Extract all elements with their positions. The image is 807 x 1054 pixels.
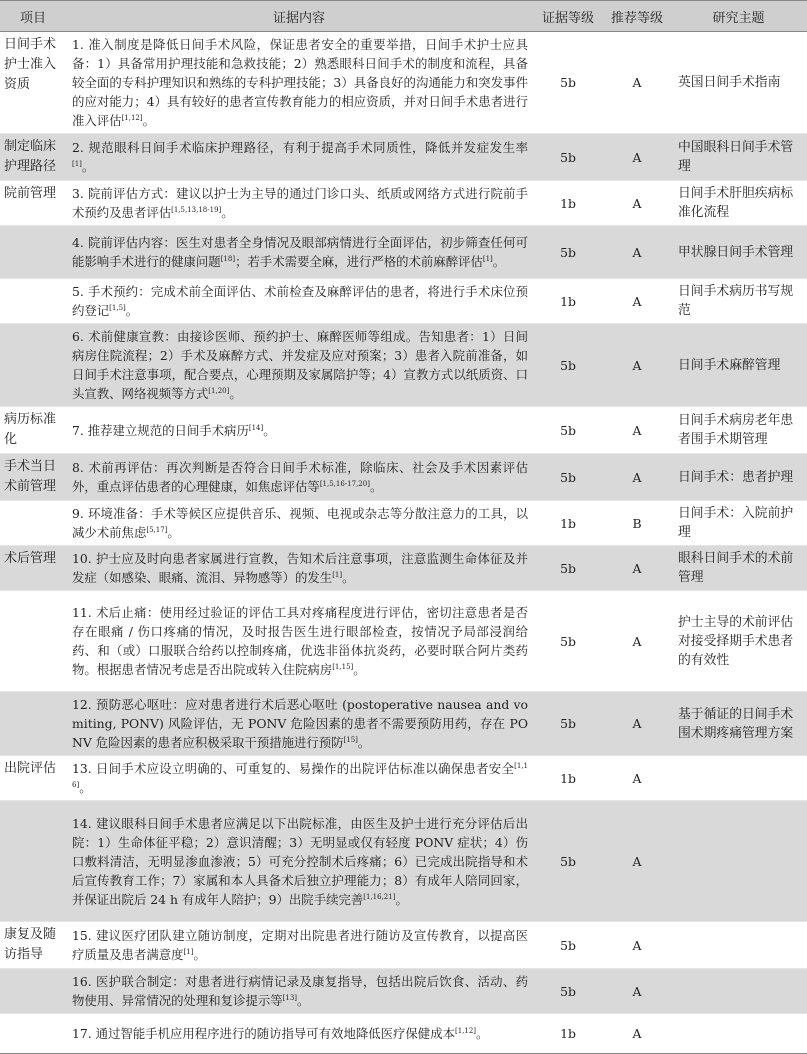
content-text: 7. 推荐建立规范的日间手术病历	[72, 422, 249, 438]
table-header-row	[0, 1, 807, 32]
row-topic: 中国眼科日间手术管理	[670, 134, 807, 181]
content-text: 。	[297, 993, 310, 1008]
row-content	[66, 501, 532, 546]
citation-ref: [15]	[343, 735, 358, 744]
citation-ref: [1]	[183, 947, 194, 956]
row-topic: 日间手术病房老年患者围手术期管理	[670, 407, 807, 454]
table-row	[0, 32, 807, 134]
citation-ref: [1,5,13,18-19]	[171, 205, 222, 214]
citation-ref: [1]	[482, 254, 493, 263]
row-content	[66, 181, 532, 226]
row-evidence-level: 5b	[532, 969, 604, 1014]
content-text: 12. 预防恶心呕吐：应对患者进行术后恶心呕吐 (postoperative nausea and vomiting, PONV) 风险评估，无 PONV 危险因素的患者不需要预防用药，存在 PONV 危险因素的患者应积极采取干预措施进行预防	[72, 697, 528, 750]
row-topic	[670, 922, 807, 969]
row-evidence-level: 1b	[532, 756, 604, 801]
row-recommend-grade: A	[604, 32, 670, 134]
header-evidence-level: 证据等级	[532, 1, 604, 32]
header-topic: 研究主题	[670, 1, 807, 32]
row-evidence-level: 1b	[532, 501, 604, 546]
row-content	[66, 226, 532, 279]
row-evidence-level: 1b	[532, 181, 604, 226]
row-content	[66, 692, 532, 756]
citation-ref: [1,16]	[72, 761, 528, 789]
table-row	[0, 922, 807, 969]
row-content	[66, 324, 532, 407]
row-evidence-level: 5b	[532, 454, 604, 501]
row-topic: 基于循证的日间手术围术期疼痛管理方案	[670, 692, 807, 756]
content-text: 6. 术前健康宣教：由接诊医师、预约护士、麻醉医师等组成。告知患者：1）日间病房住院流程；2）手术及麻醉方式、并发症及应对预案；3）患者入院前准备，如日间手术注意事项，配合要点，心理预期及家属陪护等；4）宣教方式以纸质资、口头宣教、网络视频等方式	[72, 329, 528, 401]
row-content	[66, 32, 532, 134]
row-topic	[670, 969, 807, 1014]
row-category	[0, 692, 66, 756]
row-content	[66, 407, 532, 454]
row-topic: 护士主导的术前评估对接受择期手术患者的有效性	[670, 591, 807, 692]
content-text: 。	[395, 891, 408, 907]
content-text: ；若手术需要全麻，进行严格的术前麻醉评估	[235, 254, 483, 269]
table-row	[0, 692, 807, 756]
row-content	[66, 546, 532, 591]
citation-ref: [1,5,16-17,20]	[319, 479, 370, 488]
row-evidence-level: 5b	[532, 324, 604, 407]
row-topic: 甲状腺日间手术管理	[670, 226, 807, 279]
table-row	[0, 324, 807, 407]
table-row	[0, 969, 807, 1014]
content-text: 16. 医护联合制定：对患者进行病情记录及康复指导，包括出院后饮食、活动、药物使用、异常情况的处理和复诊提示等	[72, 974, 528, 1008]
citation-ref: [1]	[72, 159, 82, 168]
row-recommend-grade: A	[604, 591, 670, 692]
content-text: 。	[492, 254, 506, 269]
row-content	[66, 756, 532, 801]
row-content	[66, 454, 532, 501]
content-text: 8. 术前再评估：再次判断是否符合日间手术标准，除临床、社会及手术因素评估外，重点评估患者的心理健康，如焦虑评估等	[72, 460, 528, 494]
content-text: 3. 院前评估方式：建议以护士为主导的通过门诊口头、纸质或网络方式进行院前手术预约及患者评估	[72, 186, 528, 220]
table-row	[0, 454, 807, 501]
row-content	[66, 279, 532, 324]
row-evidence-level: 5b	[532, 134, 604, 181]
row-category: 康复及随访指导	[0, 922, 66, 969]
content-text: 。	[263, 422, 276, 438]
content-text: 17. 通过智能手机应用程序进行的随访指导可有效地降低医疗保健成本	[72, 1026, 455, 1041]
content-text: 。	[193, 947, 206, 962]
citation-ref: [1]	[332, 570, 343, 579]
row-recommend-grade: B	[604, 501, 670, 546]
content-text: 。	[142, 113, 156, 128]
row-category	[0, 279, 66, 324]
row-recommend-grade: A	[604, 279, 670, 324]
row-content	[66, 591, 532, 692]
table-row	[0, 756, 807, 801]
row-category: 院前管理	[0, 181, 66, 226]
content-text: 。	[167, 525, 180, 540]
citation-ref: [1,5]	[109, 303, 126, 312]
row-recommend-grade: A	[604, 692, 670, 756]
content-text: 。	[221, 205, 234, 220]
content-text: 2. 规范眼科日间手术临床护理路径，有利于提高手术同质性，降低并发症发生率	[72, 140, 528, 155]
content-text: 。	[357, 735, 371, 750]
row-evidence-level: 5b	[532, 692, 604, 756]
row-content	[66, 801, 532, 922]
citation-ref: [13]	[282, 993, 298, 1002]
row-recommend-grade: A	[604, 134, 670, 181]
table-row	[0, 501, 807, 546]
row-category: 出院评估	[0, 756, 66, 801]
row-topic: 日间手术肝胆疾病标准化流程	[670, 181, 807, 226]
row-topic: 英国日间手术指南	[670, 32, 807, 134]
row-evidence-level: 1b	[532, 279, 604, 324]
citation-ref: [1,12]	[121, 113, 143, 122]
row-recommend-grade: A	[604, 969, 670, 1014]
header-item: 项目	[0, 1, 66, 32]
row-topic: 日间手术病历书写规范	[670, 279, 807, 324]
table-row	[0, 801, 807, 922]
citation-ref: [1,16,21]	[363, 892, 396, 901]
row-recommend-grade: A	[604, 546, 670, 591]
row-topic: 日间手术：入院前护理	[670, 501, 807, 546]
content-text: 13. 日间手术应设立明确的、可重复的、易操作的出院评估标准以确保患者安全	[72, 761, 515, 776]
row-evidence-level: 5b	[532, 407, 604, 454]
row-content	[66, 1014, 532, 1054]
content-text: 。	[342, 570, 355, 585]
citation-ref: [1,15]	[332, 662, 354, 671]
table-row	[0, 1014, 807, 1054]
row-evidence-level: 1b	[532, 1014, 604, 1054]
citation-ref: [1,12]	[454, 1026, 477, 1035]
table-row	[0, 407, 807, 454]
row-recommend-grade: A	[604, 181, 670, 226]
content-text: 。	[125, 303, 139, 318]
row-recommend-grade: A	[604, 1014, 670, 1054]
citation-ref: [18]	[220, 254, 236, 263]
row-category: 日间手术护士准入资质	[0, 32, 66, 134]
citation-ref: [5,17]	[146, 525, 168, 534]
row-evidence-level: 5b	[532, 591, 604, 692]
row-topic	[670, 801, 807, 922]
row-category: 术后管理	[0, 546, 66, 591]
row-topic: 日间手术：患者护理	[670, 454, 807, 501]
row-recommend-grade: A	[604, 324, 670, 407]
table-row	[0, 279, 807, 324]
row-category: 病历标准化	[0, 407, 66, 454]
table-row	[0, 181, 807, 226]
table-row	[0, 226, 807, 279]
row-category	[0, 324, 66, 407]
content-text: 。	[476, 1026, 489, 1041]
content-text: 。	[353, 662, 366, 677]
row-category: 手术当日术前管理	[0, 454, 66, 501]
content-text: 11. 术后止痛：使用经过验证的评估工具对疼痛程度进行评估，密切注意患者是否存在眼痛 / 伤口疼痛的情况，及时报告医生进行眼部检查，按情况予局部浸润给药、和（或）口服联合给药以控制疼痛，优选非甾体抗炎药，必要时联合阿片类药物。根据患者情况考虑是否出院或转入住院病房	[72, 605, 528, 677]
table-row	[0, 546, 807, 591]
header-content: 证据内容	[66, 1, 532, 32]
row-recommend-grade: A	[604, 454, 670, 501]
row-content	[66, 134, 532, 181]
row-content	[66, 969, 532, 1014]
row-evidence-level: 5b	[532, 32, 604, 134]
row-category	[0, 226, 66, 279]
row-content	[66, 922, 532, 969]
content-text: 。	[79, 780, 92, 795]
table-row	[0, 591, 807, 692]
row-recommend-grade: A	[604, 922, 670, 969]
row-category	[0, 1014, 66, 1054]
content-text: 。	[81, 159, 95, 174]
row-evidence-level: 5b	[532, 546, 604, 591]
row-topic	[670, 756, 807, 801]
row-evidence-level: 5b	[532, 922, 604, 969]
content-text: 5. 手术预约：完成术前全面评估、术前检查及麻醉评估的患者，将进行手术床位预约登记	[72, 284, 528, 318]
row-recommend-grade: A	[604, 801, 670, 922]
row-category	[0, 501, 66, 546]
content-text: 14. 建议眼科日间手术患者应满足以下出院标准，由医生及护士进行充分评估后出院：1）生命体征平稳；2）意识清醒；3）无明显或仅有轻度 PONV 症状；4）伤口敷料清洁，无明显渗血渗液；5）可充分控制术后疼痛；6）已完成出院指导和术后宣传教育工作；7）家属和本人具备术后独立护理能力；8）有成年人陪同回家，并保证出院后 24 h 有成年人陪护；9）出院手续完善	[72, 815, 528, 907]
row-category	[0, 591, 66, 692]
content-text: 15. 建议医疗团队建立随访制度，定期对出院患者进行随访及宣传教育，以提高医疗质量及患者满意度	[72, 928, 528, 962]
citation-ref: [14]	[248, 423, 264, 432]
content-text: 1. 准入制度是降低日间手术风险，保证患者安全的重要举措，日间手术护士应具备：1）具备常用护理技能和急救技能；2）熟悉眼科日间手术的制度和流程，具备较全面的专科护理知识和熟练的专科护理技能；3）具备良好的沟通能力和突发事件的应对能力；4）具有较好的患者宣传教育能力的相应资质，并对日间手术患者进行准入评估	[72, 37, 528, 128]
row-topic: 日间手术麻醉管理	[670, 324, 807, 407]
header-recommend-grade: 推荐等级	[604, 1, 670, 32]
table-row	[0, 134, 807, 181]
content-text: 。	[229, 386, 242, 401]
row-category	[0, 969, 66, 1014]
content-text: 4. 院前评估内容：医生对患者全身情况及眼部病情进行全面评估，初步筛查任何可能影响手术进行的健康问题	[72, 235, 528, 269]
row-topic: 眼科日间手术的术前管理	[670, 546, 807, 591]
row-recommend-grade: A	[604, 756, 670, 801]
row-recommend-grade: A	[604, 226, 670, 279]
row-evidence-level: 5b	[532, 801, 604, 922]
citation-ref: [1,20]	[208, 386, 230, 395]
row-recommend-grade: A	[604, 407, 670, 454]
content-text: 10. 护士应及时向患者家属进行宣教，告知术后注意事项，注意监测生命体征及并发症（如感染、眼痛、流泪、异物感等）的发生	[72, 551, 528, 585]
row-category	[0, 801, 66, 922]
content-text: 。	[369, 479, 383, 494]
content-text: 9. 环境准备：手术等候区应提供音乐、视频、电视或杂志等分散注意力的工具，以减少术前焦虑	[72, 506, 528, 540]
row-evidence-level: 5b	[532, 226, 604, 279]
row-topic	[670, 1014, 807, 1054]
row-category: 制定临床护理路径	[0, 134, 66, 181]
